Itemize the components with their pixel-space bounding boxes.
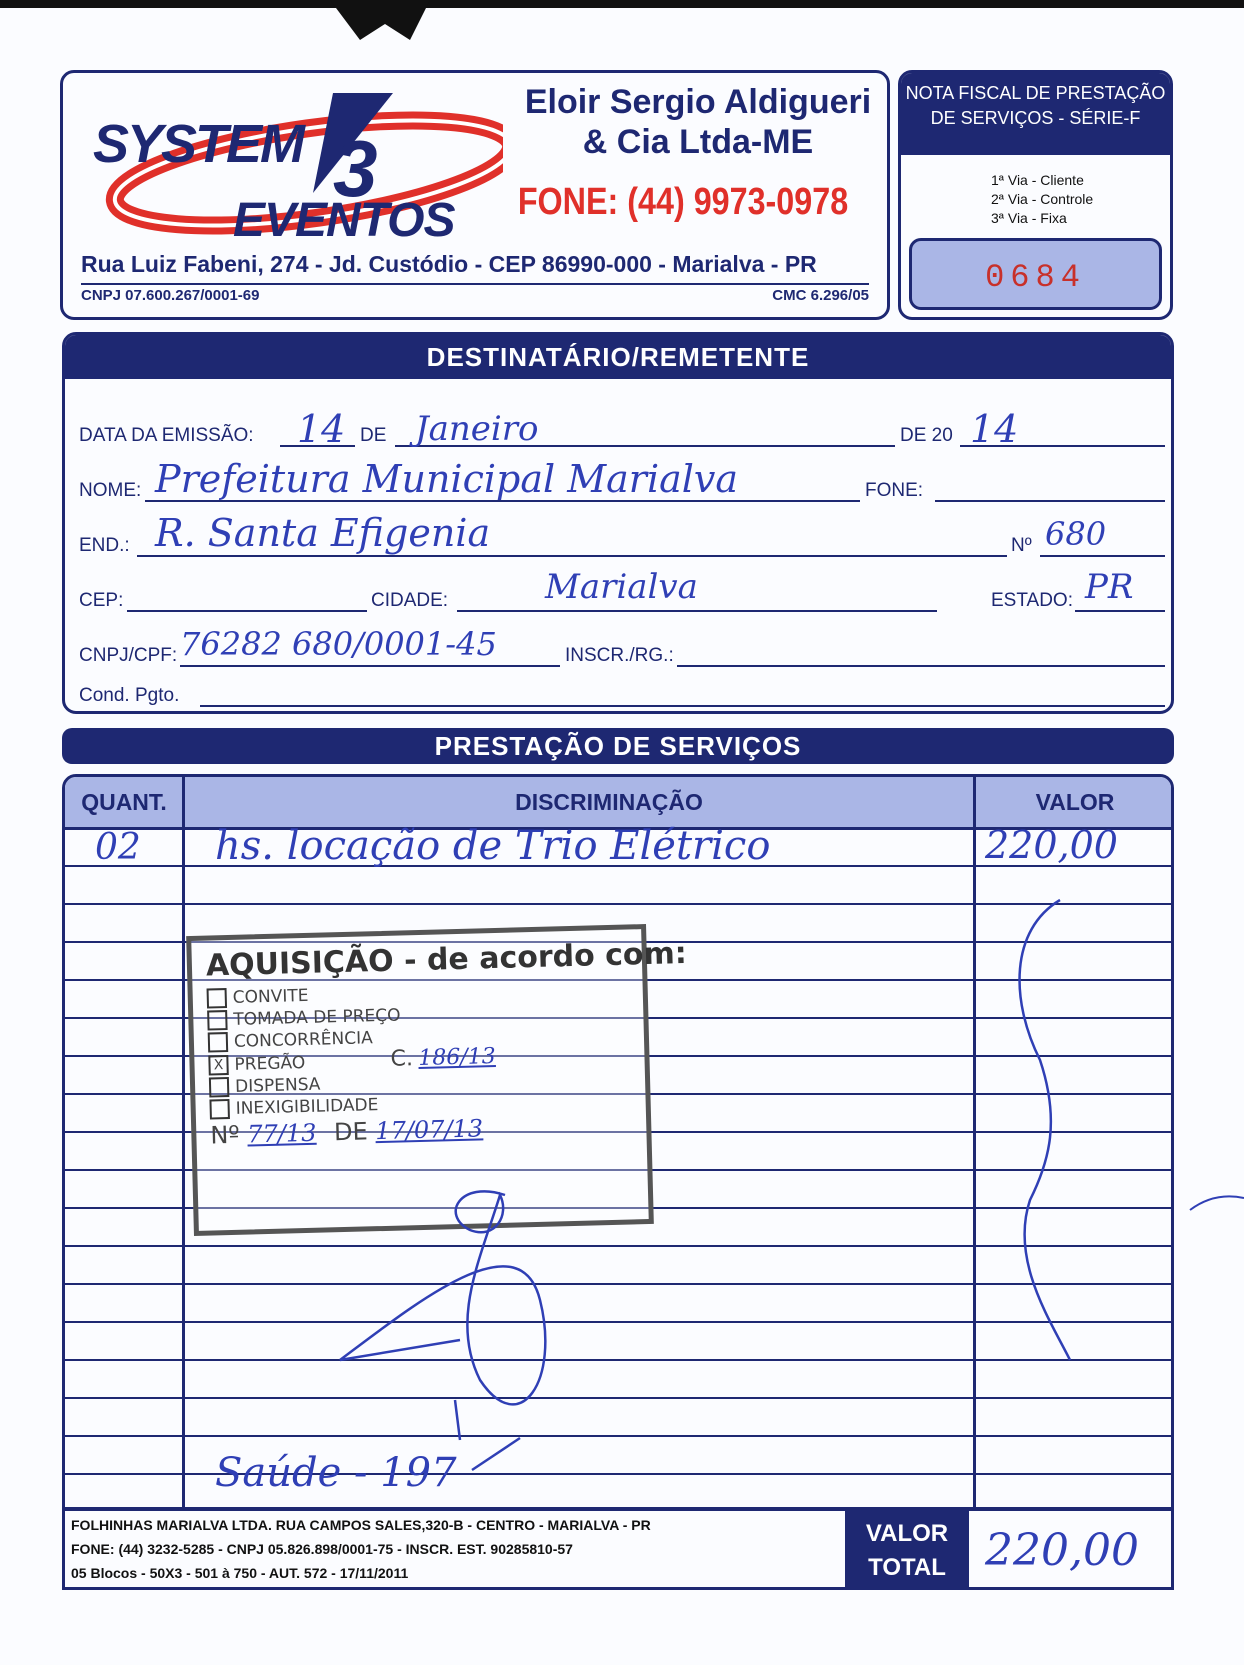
company-phone: FONE: (44) 9973-0978 — [517, 181, 849, 223]
option-tomada: TOMADA DE PREÇO — [207, 999, 629, 1032]
nota-title-line2: DE SERVIÇOS - SÉRIE-F — [930, 108, 1141, 128]
stamp-c-label: C. — [390, 1046, 414, 1072]
footer-line1: FOLHINHAS MARIALVA LTDA. RUA CAMPOS SALES,320-B - CENTRO - MARIALVA - PR — [71, 1517, 651, 1533]
option-dispensa: DISPENSA — [209, 1065, 631, 1098]
footer-box — [62, 1508, 1174, 1590]
item-valor: 220,00 — [985, 823, 1118, 867]
line-estado — [1075, 610, 1165, 612]
nota-fiscal-box — [898, 70, 1173, 320]
checkbox-icon — [209, 1077, 230, 1098]
torn-notch — [330, 0, 430, 40]
company-name-2: & Cia Ltda-ME — [582, 123, 814, 161]
via-fixa: 3ª Via - Fixa — [991, 210, 1067, 226]
stamp-number-row: Nº 77/13 DE 17/07/13 — [210, 1114, 484, 1150]
checkbox-icon — [207, 988, 228, 1009]
services-title: PRESTAÇÃO DE SERVIÇOS — [62, 728, 1174, 764]
table-row-line — [65, 1359, 1171, 1361]
item-description: hs. locação de Trio Elétrico — [215, 823, 771, 869]
header-box — [60, 70, 890, 320]
acquisition-stamp — [186, 924, 688, 1236]
label-date: DATA DA EMISSÃO: — [79, 425, 254, 446]
label-cnpj: CNPJ/CPF: — [79, 645, 178, 666]
option-inexigibilidade: INEXIGIBILIDADE — [209, 1087, 631, 1120]
stamp-number-value: 77/13 — [246, 1118, 317, 1149]
checkbox-icon — [207, 1010, 228, 1031]
line-cnpj — [180, 665, 560, 667]
option-concorrencia: CONCORRÊNCIA — [208, 1020, 630, 1053]
recipient-box — [62, 332, 1174, 714]
table-row-line — [65, 1397, 1171, 1399]
valor-total: 220,00 — [985, 1525, 1139, 1576]
logo-number: 3 — [333, 124, 378, 213]
company-cmc: CMC 6.296/05 — [772, 287, 869, 304]
nota-title — [901, 73, 1170, 155]
table-row-line — [65, 1245, 1171, 1247]
footer-line3: 05 Blocos - 50X3 - 501 à 750 - AUT. 572 - 17/11/2011 — [71, 1565, 409, 1581]
stamp-options — [207, 977, 633, 1150]
checked-box-icon: X — [208, 1055, 229, 1076]
label-de20: DE 20 — [900, 425, 953, 446]
value-end: R. Santa Efigenia — [155, 511, 491, 555]
table-row-line — [65, 903, 1171, 905]
value-cidade: Marialva — [545, 567, 698, 607]
value-estado: PR — [1085, 567, 1134, 607]
label-inscr: INSCR./RG.: — [565, 645, 674, 666]
logo — [83, 83, 503, 248]
line-end — [137, 555, 1007, 557]
col-disc-header: DISCRIMINAÇÃO — [515, 789, 703, 815]
label-de: DE — [360, 425, 387, 446]
checkbox-icon — [208, 1032, 229, 1053]
line-cidade — [457, 610, 937, 612]
col-valor-header: VALOR — [1035, 789, 1115, 815]
option-pregao: X PREGÃO C. 186/13 — [208, 1042, 630, 1076]
label-nome: NOME: — [79, 480, 142, 501]
label-end: END.: — [79, 535, 130, 556]
nota-number: 0684 — [985, 259, 1086, 296]
footer-line2: FONE: (44) 3232-5285 - CNPJ 05.826.898/0001-75 - INSCR. EST. 90285810-57 — [71, 1541, 573, 1557]
line-inscr — [677, 665, 1165, 667]
company-address: Rua Luiz Fabeni, 274 - Jd. Custódio - CEP 86990-000 - Marialva - PR — [81, 251, 817, 277]
line-numero — [1040, 555, 1165, 557]
torn-edge — [0, 0, 1244, 8]
via-controle: 2ª Via - Controle — [991, 191, 1094, 207]
label-fone: FONE: — [865, 480, 924, 501]
value-numero: 680 — [1045, 515, 1107, 553]
value-nome: Prefeitura Municipal Marialva — [155, 457, 739, 501]
address-divider — [81, 283, 869, 285]
annotation-saude: Saúde - 197 — [215, 1450, 457, 1496]
line-cond — [200, 705, 1165, 707]
value-month: Janeiro — [415, 409, 539, 449]
company-name-1: Eloir Sergio Aldigueri — [524, 83, 872, 121]
label-cep: CEP: — [79, 590, 124, 611]
logo-text-bottom: EVENTOS — [233, 194, 455, 247]
label-numero: Nº — [1011, 535, 1032, 556]
stamp-c-value: 186/13 — [417, 1044, 497, 1072]
table-row-line — [65, 1321, 1171, 1323]
table-row-line — [65, 1435, 1171, 1437]
recipient-title: DESTINATÁRIO/REMETENTE — [65, 335, 1171, 379]
col-quant-header: QUANT. — [81, 789, 167, 815]
label-cond: Cond. Pgto. — [79, 685, 180, 706]
value-day: 14 — [297, 407, 346, 451]
stamp-date-value: 17/07/13 — [374, 1114, 484, 1146]
via-cliente: 1ª Via - Cliente — [991, 172, 1084, 188]
company-cnpj: CNPJ 07.600.267/0001-69 — [81, 287, 260, 304]
label-cidade: CIDADE: — [371, 590, 449, 611]
nota-title-line1: NOTA FISCAL DE PRESTAÇÃO — [905, 83, 1166, 103]
line-cep — [127, 610, 367, 612]
logo-text-top: SYSTEM — [93, 114, 304, 174]
value-year: 14 — [970, 407, 1019, 451]
table-row-line — [65, 1283, 1171, 1285]
stamp-title: AQUISIÇÃO - de acordo com: — [205, 935, 688, 984]
nota-vias — [991, 171, 1093, 228]
valor-total-label: VALOR TOTAL — [845, 1511, 969, 1587]
item-quant: 02 — [95, 827, 141, 868]
value-cnpj: 76282 680/0001-45 — [180, 625, 497, 663]
option-convite: CONVITE — [207, 977, 629, 1010]
line-fone — [935, 500, 1165, 502]
label-estado: ESTADO: — [991, 590, 1073, 611]
checkbox-icon — [209, 1099, 230, 1120]
